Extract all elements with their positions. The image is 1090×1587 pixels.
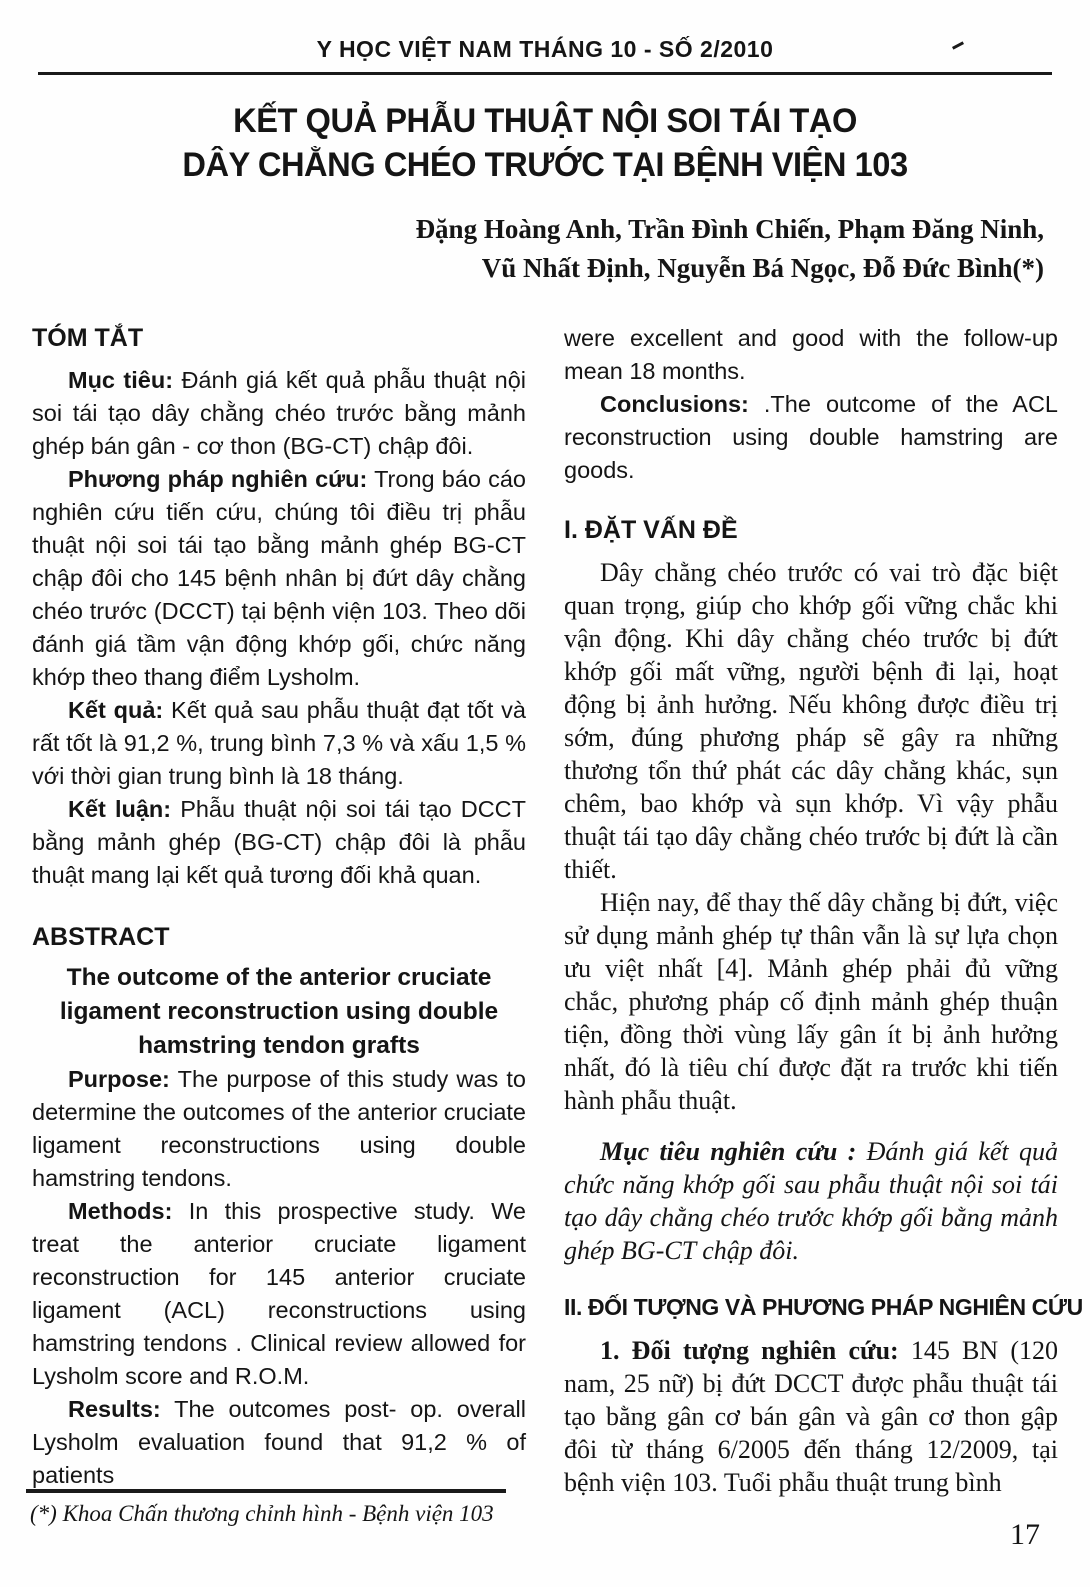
paragraph-body: Đánh giá kết quả phẫu thuật nội soi tái tạo dây chằng chéo trước bằng mảnh ghép bán gân - cơ thon (BG-CT) chập đôi. [32, 366, 526, 459]
article-title-line-2: DÂY CHẰNG CHÉO TRƯỚC TẠI BỆNH VIỆN 103 [182, 146, 908, 184]
paragraph-body: Đánh giá kết quả chức năng khớp gối sau phẫu thuật nội soi tái tạo dây chằng chéo trước khớp gối bằng mảnh ghép BG-CT chập đôi. [564, 1136, 1058, 1265]
abstract-heading: ABSTRACT [32, 922, 170, 951]
paragraph-body: In this prospective study. We treat the anterior cruciate ligament reconstruction for 145 anterior cruciate ligament (ACL) reconstructions using hamstring tendons . Clinical review allowed for Lysholm score and R.O.M. [32, 1197, 526, 1389]
footnote-rule [26, 1489, 506, 1493]
article-title-line-1: KẾT QUẢ PHẪU THUẬT NỘI SOI TÁI TẠO [233, 102, 857, 140]
paragraph-body: Trong báo cáo nghiên cứu tiến cứu, chúng tôi điều trị phẫu thuật nội soi tái tạo bằng mảnh ghép BG-CT chập đôi cho 145 bệnh nhân bị đứt dây chằng chéo trước (DCCT) tại bệnh viện 103. Theo dõi đánh giá tầm vận động khớp gối, chức năng khớp theo thang điểm Lysholm. [32, 465, 526, 690]
paragraph-body: .The outcome of the ACL reconstruction using double hamstring are goods. [564, 390, 1058, 483]
page-number: 17 [1010, 1518, 1040, 1551]
paragraph-ket-qua [32, 694, 526, 793]
paragraph-doi-tuong [564, 1334, 1058, 1499]
paragraph-purpose [32, 1063, 526, 1195]
paragraph-lead: Phương pháp nghiên cứu: [68, 465, 368, 492]
paragraph-lead: Results: [68, 1395, 161, 1422]
article-title [0, 99, 1090, 187]
paragraph-lead: Purpose: [68, 1065, 170, 1092]
paragraph-muc-tieu [32, 364, 526, 463]
paragraph-results [32, 1393, 526, 1492]
section-heading-doi-tuong-phuong-phap: II. ĐỐI TƯỢNG VÀ PHƯƠNG PHÁP NGHIÊN CỨU [564, 1293, 1083, 1320]
summary-heading: TÓM TẮT [32, 323, 144, 352]
paragraph-lead: Kết luận: [68, 795, 172, 822]
paragraph-body: Phẫu thuật nội soi tái tạo DCCT bằng mảnh ghép (BG-CT) chập đôi là phẫu thuật mang lại kết quả tương đối khả quan. [32, 795, 527, 888]
paragraph-lead: Kết quả: [68, 696, 164, 723]
paragraph-results-continuation: were excellent and good with the follow-up mean 18 months. [564, 324, 1058, 384]
two-column-body [32, 322, 1083, 1499]
paragraph-lead: Conclusions: [600, 390, 749, 417]
paragraph-intro-2: Hiện nay, để thay thế dây chằng bị đứt, việc sử dụng mảnh ghép tự thân vẫn là sự lựa chọn ưu việt nhất [4]. Mảnh ghép phải đủ vững chắc, phương pháp cố định mảnh ghép thuận tiện, đồng thời vùng lấy gân ít bị ảnh hưởng nhất, đó là tiêu chí được đặt ra trước khi tiến hành phẫu thuật. [564, 887, 1058, 1115]
authors-block [0, 210, 1090, 288]
paragraph-ket-luan [32, 793, 526, 892]
left-column [32, 322, 526, 1499]
paragraph-phuong-phap [32, 463, 526, 694]
authors-line-2: Vũ Nhất Định, Nguyễn Bá Ngọc, Đỗ Đức Bình(*) [481, 252, 1044, 283]
paragraph-muc-tieu-nghien-cuu [564, 1135, 1058, 1267]
authors-line-1: Đặng Hoàng Anh, Trần Đình Chiến, Phạm Đăng Ninh, [415, 213, 1044, 244]
paragraph-body: The outcomes post- op. overall Lysholm evaluation found that 91,2 % of patients [32, 1395, 526, 1488]
journal-header: Y HỌC VIỆT NAM THÁNG 10 - SỐ 2/2010 [316, 36, 774, 62]
paragraph-lead: Mục tiêu: [68, 366, 174, 393]
paragraph-intro-1: Dây chằng chéo trước có vai trò đặc biệt quan trọng, giúp cho khớp gối vững chắc khi vận động. Khi dây chằng chéo trước bị đứt khớp gối mất vững, người bệnh đi lại, hoạt động bị ảnh hưởng. Nếu không được điều trị sớm, đúng phương pháp sẽ gây ra những thương tổn thứ phát các dây chằng khác, sụn chêm, bao khớp và sụn khớp. Vì vậy phẫu thuật tái tạo dây chằng chéo trước bị đứt là cần thiết. [564, 557, 1058, 884]
header-rule [38, 72, 1052, 75]
paragraph-lead: Methods: [68, 1197, 173, 1224]
paragraph-lead: Mục tiêu nghiên cứu : [600, 1136, 857, 1166]
paragraph-body: 145 BN (120 nam, 25 nữ) bị đứt DCCT được phẫu thuật tái tạo bằng gân cơ bán gân và gân cơ thon gập đôi từ tháng 6/2005 đến tháng 12/2009, tại bệnh viện 103. Tuổi phẫu thuật trung bình [564, 1335, 1058, 1497]
paragraph-body: The purpose of this study was to determine the outcomes of the anterior cruciate ligament reconstructions using double hamstring tendons. [32, 1065, 526, 1191]
right-column [564, 322, 1083, 1499]
section-heading-dat-van-de: I. ĐẶT VẤN ĐỀ [564, 515, 738, 544]
abstract-title: The outcome of the anterior cruciate ligament reconstruction using double hamstring tendon grafts [59, 963, 499, 1059]
paragraph-methods [32, 1195, 526, 1393]
paragraph-lead: 1. Đối tượng nghiên cứu: [600, 1335, 899, 1365]
paragraph-body: Kết quả sau phẫu thuật đạt tốt và rất tốt là 91,2 %, trung bình 7,3 % và xấu 1,5 % với thời gian trung bình là 18 tháng. [32, 696, 526, 789]
footnote-affiliation: (*) Khoa Chấn thương chỉnh hình - Bệnh viện 103 [30, 1501, 494, 1526]
paragraph-conclusions [564, 388, 1058, 487]
